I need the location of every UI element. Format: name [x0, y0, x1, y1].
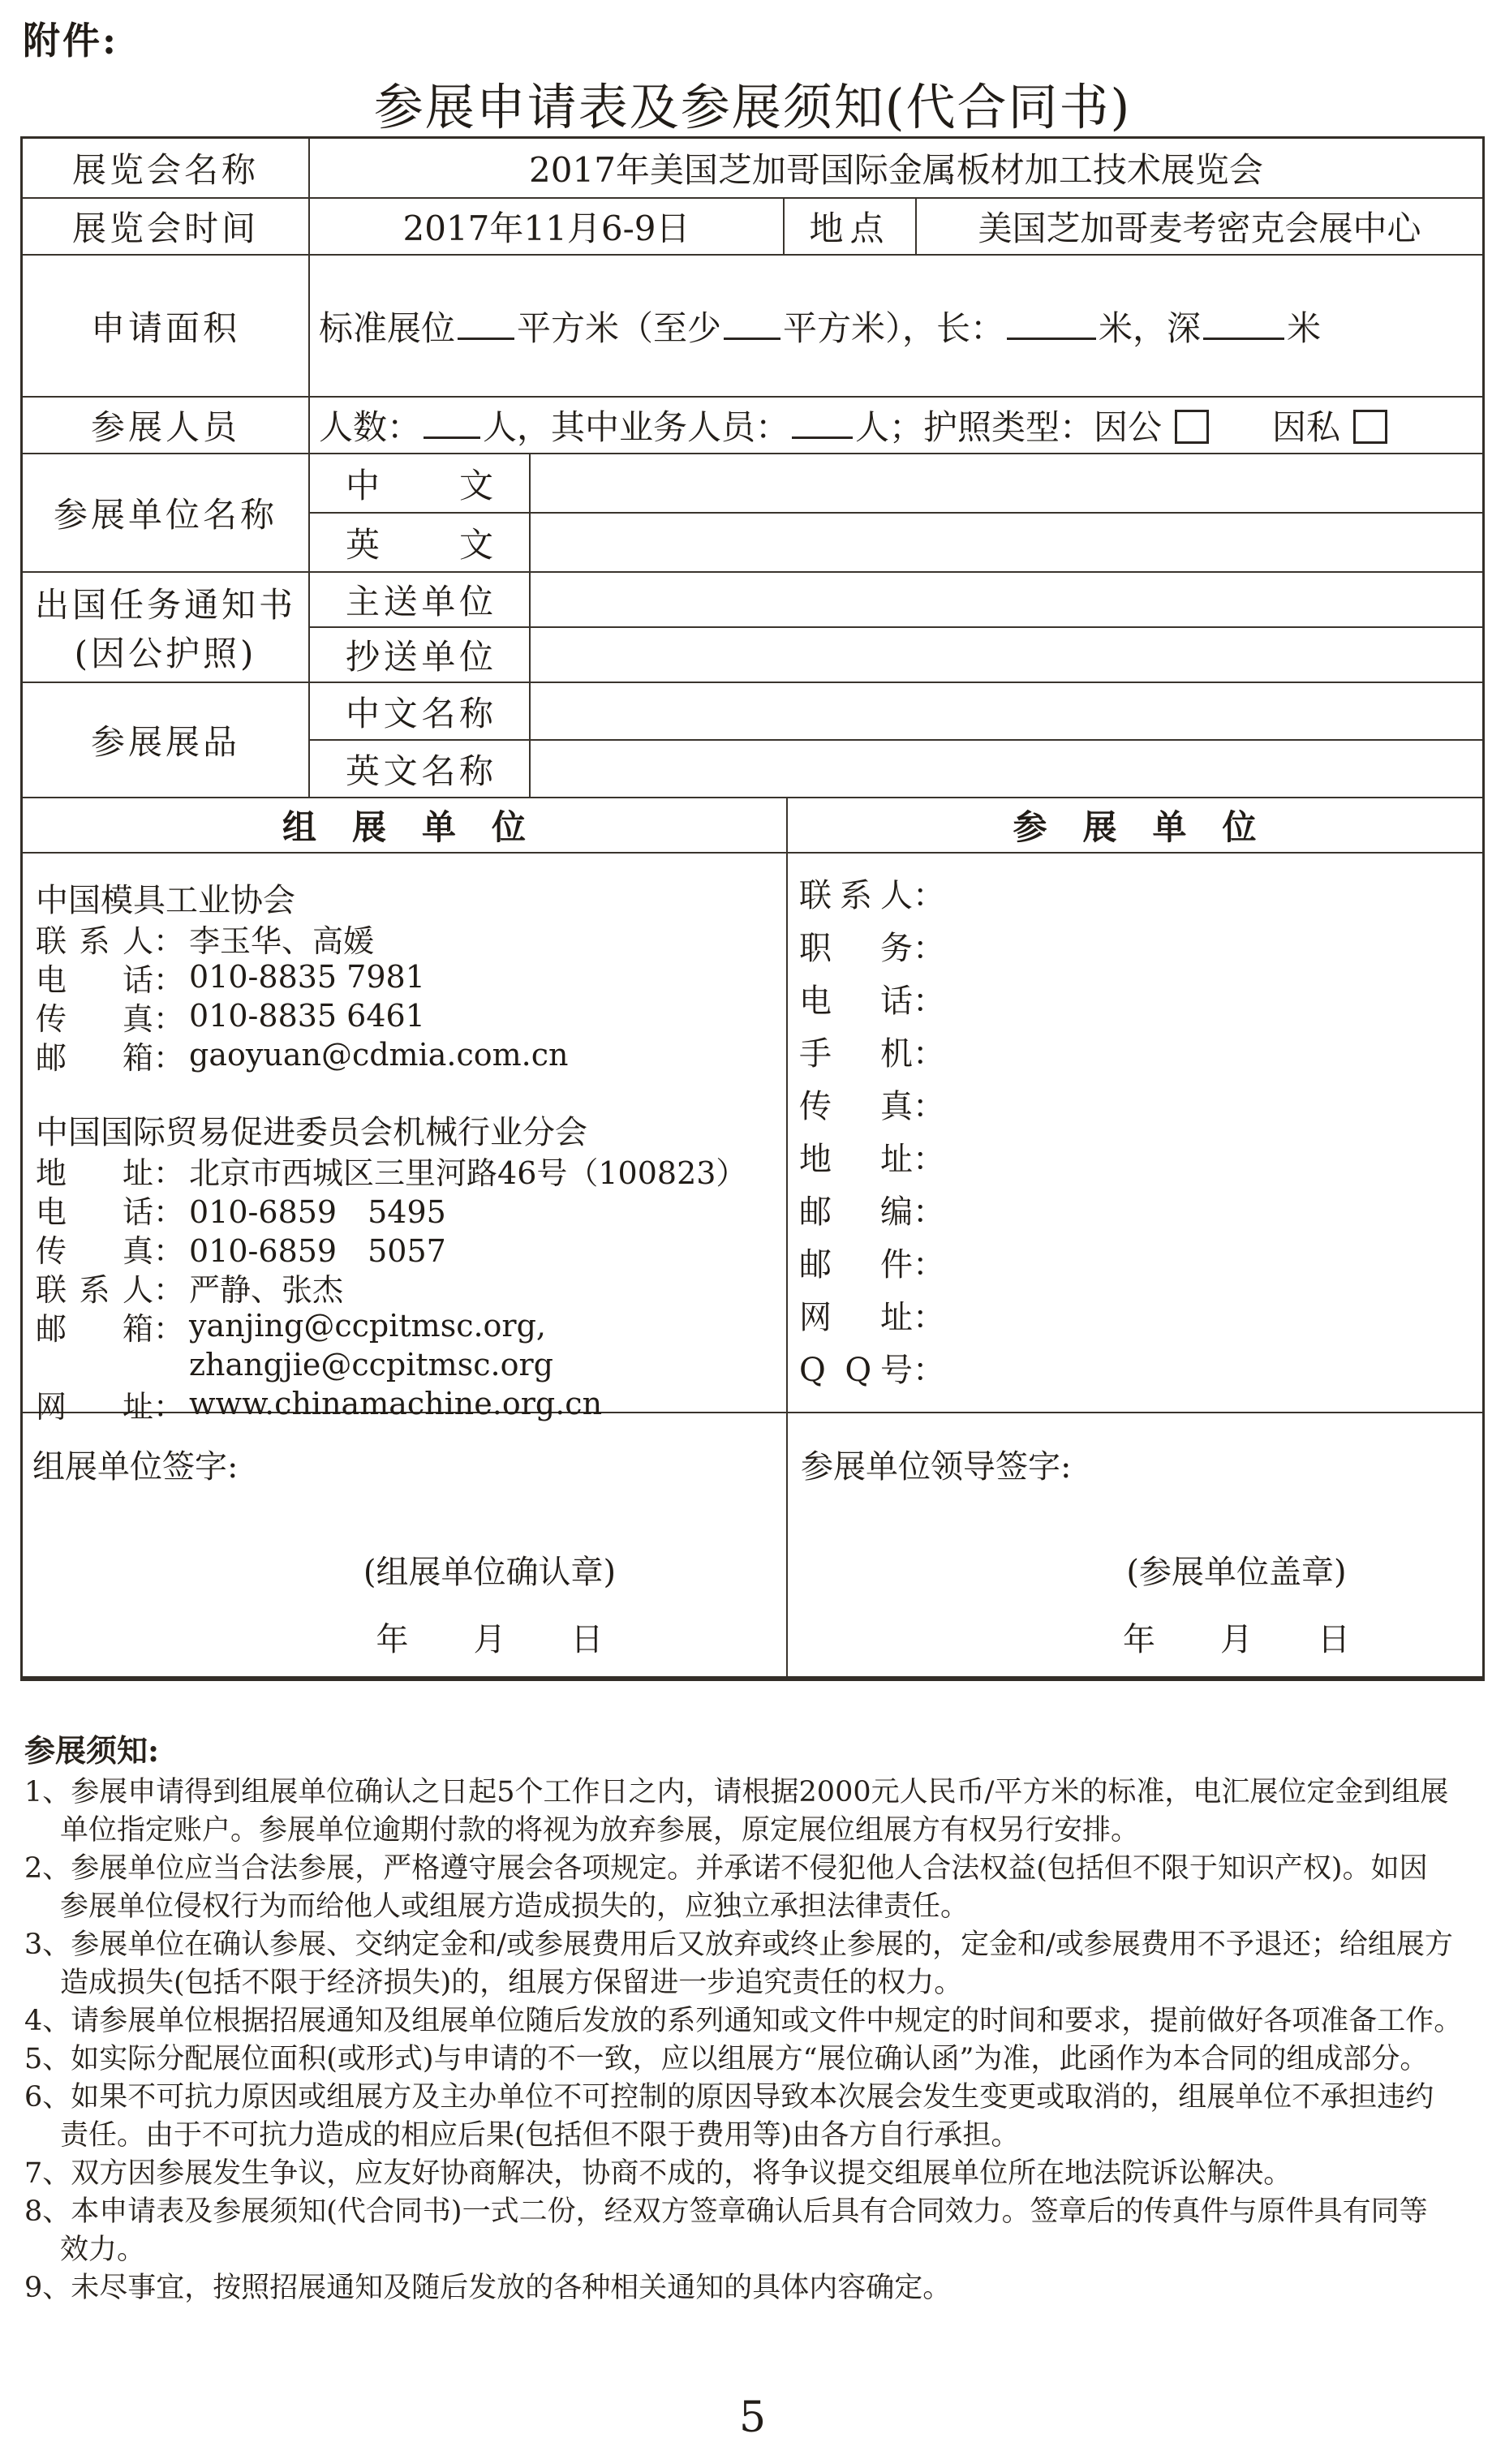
staff-text-2: 人，其中业务人员：: [483, 407, 790, 447]
org2-website-value: www.chinamachine.org.cn: [189, 1386, 603, 1421]
colon: ：: [153, 1039, 185, 1076]
exhibition-time-value: 2017年11月6-9日: [308, 199, 783, 254]
exhibitor-website-label: 网址: [799, 1299, 913, 1336]
note-item-1: [24, 1770, 1489, 1847]
place-value: 美国芝加哥麦考密克会展中心: [915, 199, 1482, 254]
area-text-4: 米，深: [1099, 307, 1202, 348]
staff-label: 参展人员: [90, 407, 240, 447]
org1-fax-line: [36, 996, 778, 1035]
organizer-stamp-label: (组展单位确认章): [363, 1554, 617, 1591]
organizer-org1-name: 中国模具工业协会: [36, 881, 295, 919]
org2-phone-value: 010-6859 5495: [189, 1193, 446, 1230]
exhibitor-header: 参 展 单 位: [786, 798, 1482, 852]
note-5-line-1: 5、如实际分配展位面积(或形式)与申请的不一致，应以组展方“展位确认函”为准，此函作为本合同的组成部分。: [24, 2042, 1429, 2075]
staff-blank-business-count: [792, 409, 853, 439]
exhibits-english-row: [310, 739, 1482, 797]
colon: ：: [913, 1088, 945, 1125]
note-3-line-2: 造成损失(包括不限于经济损失)的，组展方保留进一步追究责任的权力。: [60, 1966, 963, 1999]
exhibitor-date-line: 年 月 日: [1123, 1621, 1350, 1658]
org1-email-value: gaoyuan@cdmia.com.cn: [189, 1037, 569, 1073]
place-label: 地点: [783, 199, 915, 254]
unit-name-chinese-label: [310, 454, 529, 512]
organizer-org2-name: 中国国际贸易促进委员会机械行业分会: [36, 1113, 587, 1151]
org2-fax-line: [36, 1228, 778, 1267]
exhibitor-contact-cell: [786, 854, 1482, 1412]
colon: ：: [153, 1232, 185, 1269]
unit-name-subrows: [308, 454, 1482, 571]
note-item-5: [24, 2037, 1489, 2075]
exhibitor-phone-label: 电话: [799, 983, 913, 1020]
note-3-line-1: 3、参展单位在确认参展、交纳定金和/或参展费用后又放弃或终止参展的，定金和/或参展费用不予退还；给组展方: [24, 1928, 1453, 1961]
org1-phone-label: 电话: [36, 961, 153, 998]
note-item-3: [24, 1923, 1489, 1999]
org2-email-line-2: [36, 1345, 778, 1384]
row-contacts: [23, 852, 1482, 1425]
staff-text-3: 人；护照类型：因公: [855, 407, 1163, 447]
exhibitor-qq-line: [799, 1341, 1482, 1394]
organizer-stamp-block: [108, 1546, 871, 1660]
colon: ：: [153, 922, 185, 959]
exhibitor-contact-label: 联系人: [799, 877, 913, 914]
row-section-headers: [23, 797, 1482, 852]
org2-contact-value: 严静、张杰: [189, 1271, 344, 1308]
copy-recipient-value: [529, 628, 1482, 682]
private-passport-checkbox: [1353, 410, 1387, 444]
main-recipient-label: [310, 573, 529, 626]
note-6-line-2: 责任。由于不可抗力造成的相应后果(包括但不限于费用等)由各方自行承担。: [60, 2118, 1020, 2152]
exhibition-time-label: 展览会时间: [71, 209, 259, 248]
unit-name-english-label-text: 英文: [346, 524, 493, 565]
exhibition-name-value: 2017年美国芝加哥国际金属板材加工技术展览会: [308, 139, 1482, 197]
exhibitor-qq-label: Q Q号: [799, 1352, 913, 1389]
note-7-line-1: 7、双方因参展发生争议，应友好协商解决，协商不成的，将争议提交组展单位所在地法院诉讼解决。: [24, 2157, 1292, 2190]
unit-name-english-row: [310, 512, 1482, 571]
colon: ：: [153, 1271, 185, 1308]
org2-website-label: 网址: [36, 1388, 153, 1425]
attachment-label: 附件:: [23, 19, 118, 62]
area-text-5: 米: [1287, 307, 1322, 348]
note-1-line-1: 1、参展申请得到组展单位确认之日起5个工作日之内，请根据2000元人民币/平方米的标准，电汇展位定金到组展: [24, 1775, 1449, 1808]
exhibitor-signature-label: 参展单位领导签字:: [801, 1448, 1072, 1486]
area-blank-min-sqm: [724, 310, 780, 340]
note-item-4: [24, 1999, 1489, 2037]
exhibitor-signature-cell: [786, 1413, 1482, 1676]
note-4-line-1: 4、请参展单位根据招展通知及组展单位随后发放的系列通知或文件中规定的时间和要求，提前做好各项准备工作。: [24, 2004, 1463, 2037]
applied-area-label: 申请面积: [90, 307, 240, 348]
exhibitor-stamp-block: [889, 1546, 1505, 1660]
org1-phone-value: 010-8835 7981: [189, 959, 425, 995]
exhibition-notes: [24, 1725, 1489, 2304]
exhibits-english-value: [529, 741, 1482, 797]
row-staff: [23, 396, 1482, 453]
unit-name-chinese-label-text: 中文: [346, 465, 493, 505]
note-8-line-1: 8、本申请表及参展须知(代合同书)一式二份，经双方签章确认后具有合同效力。签章后的传真件与原件具有同等: [24, 2195, 1428, 2228]
org1-contact-line: [36, 918, 778, 957]
exhibitor-mobile-label: 手机: [799, 1035, 913, 1073]
page-number: 5: [738, 2393, 767, 2442]
exhibitor-position-label: 职务: [799, 930, 913, 967]
notes-heading: 参展须知:: [24, 1731, 160, 1769]
exhibits-english-label: [310, 741, 529, 797]
area-blank-depth: [1203, 310, 1284, 340]
task-notice-label-line1: 出国任务通知书: [34, 585, 296, 625]
task-notice-label-line2: (因公护照): [74, 634, 257, 673]
applied-area-value: [308, 256, 1482, 396]
colon: ：: [153, 1193, 185, 1230]
main-recipient-row: [310, 573, 1482, 626]
area-blank-length: [1007, 310, 1096, 340]
task-notice-subrows: [308, 573, 1482, 682]
exhibits-chinese-row: [310, 683, 1482, 739]
note-2-line-2: 参展单位侵权行为而给他人或组展方造成损失的，应独立承担法律责任。: [60, 1890, 970, 1923]
staff-text-1: 人数：: [319, 407, 422, 447]
org2-fax-value: 010-6859 5057: [189, 1232, 446, 1269]
exhibitor-address-line: [799, 1130, 1482, 1183]
org2-email-value-2: zhangjie@ccpitmsc.org: [189, 1347, 553, 1383]
org2-phone-line: [36, 1189, 778, 1228]
org2-email-label: 邮箱: [36, 1310, 153, 1347]
org2-phone-label: 电话: [36, 1193, 153, 1230]
main-recipient-label-text: 主送单位: [346, 582, 493, 621]
exhibitor-email-line: [799, 1236, 1482, 1288]
colon: ：: [153, 1388, 185, 1425]
exhibits-chinese-label-text: 中文名称: [346, 693, 493, 733]
colon: ：: [913, 1299, 945, 1336]
colon: ：: [153, 1310, 185, 1347]
org1-fax-value: 010-8835 6461: [189, 998, 425, 1034]
colon: ：: [153, 961, 185, 998]
area-text-3: 平方米），长：: [783, 307, 1005, 348]
exhibitor-zip-label: 邮编: [799, 1193, 913, 1231]
copy-recipient-row: [310, 626, 1482, 682]
org2-contact-line: [36, 1267, 778, 1306]
exhibitor-contact-line: [799, 866, 1482, 919]
org1-phone-line: [36, 957, 778, 996]
exhibits-subrows: [308, 683, 1482, 797]
exhibitor-phone-line: [799, 972, 1482, 1025]
exhibits-english-label-text: 英文名称: [346, 750, 493, 791]
org2-address-label: 地址: [36, 1155, 153, 1191]
exhibits-chinese-label: [310, 683, 529, 739]
colon: ：: [913, 983, 945, 1020]
exhibitor-email-label: 邮件: [799, 1246, 913, 1284]
exhibitor-stamp-label: (参展单位盖章): [1126, 1554, 1347, 1591]
org1-email-line: [36, 1035, 778, 1074]
colon: ：: [153, 1000, 185, 1037]
exhibits-label: 参展展品: [90, 722, 240, 762]
exhibition-name-label: 展览会名称: [71, 150, 259, 190]
colon: ：: [913, 1246, 945, 1284]
copy-recipient-label: [310, 628, 529, 682]
area-text-1: 标准展位: [319, 307, 456, 348]
org2-address-value: 北京市西城区三里河路46号（100823）: [189, 1155, 747, 1191]
org2-contact-label: 联系人: [36, 1271, 153, 1308]
colon: ：: [913, 930, 945, 967]
row-task-notice: [23, 571, 1482, 682]
page-title: 参展申请表及参展须知(代合同书): [373, 79, 1132, 136]
note-item-9: [24, 2266, 1489, 2304]
row-exhibits: [23, 682, 1482, 797]
colon: ：: [913, 1193, 945, 1231]
organizer-signature-label: 组展单位签字:: [32, 1448, 239, 1486]
colon: ：: [913, 1352, 945, 1389]
colon: ：: [913, 1141, 945, 1178]
staff-blank-count: [424, 409, 480, 439]
applied-area-line: [319, 302, 1321, 350]
org2-email-value-1: yanjing@ccpitmsc.org,: [189, 1308, 547, 1344]
row-applied-area: [23, 254, 1482, 396]
unit-name-label: 参展单位名称: [53, 495, 277, 535]
area-text-2: 平方米（至少: [517, 307, 722, 348]
note-6-line-1: 6、如果不可抗力原因或组展方及主办单位不可控制的原因导致本次展会发生变更或取消的，组展单位不承担违约: [24, 2080, 1434, 2114]
exhibitor-fax-label: 传真: [799, 1088, 913, 1125]
exhibitor-website-line: [799, 1288, 1482, 1341]
row-unit-name: [23, 453, 1482, 571]
staff-line: [319, 401, 1387, 449]
main-recipient-value: [529, 573, 1482, 626]
organizer-contact-cell: [23, 854, 786, 1425]
colon: ：: [913, 877, 945, 914]
exhibitor-zip-line: [799, 1183, 1482, 1236]
staff-value: [308, 398, 1482, 453]
exhibitor-mobile-line: [799, 1025, 1482, 1077]
note-item-7: [24, 2152, 1489, 2190]
org2-email-line: [36, 1306, 778, 1345]
org1-email-label: 邮箱: [36, 1039, 153, 1076]
unit-name-chinese-row: [310, 454, 1482, 512]
staff-text-4: 因私: [1272, 407, 1341, 447]
note-1-line-2: 单位指定账户。参展单位逾期付款的将视为放弃参展，原定展位组展方有权另行安排。: [60, 1813, 1140, 1847]
row-exhibition-name: [23, 139, 1482, 197]
area-blank-sqm: [458, 310, 514, 340]
org1-contact-label: 联系人: [36, 922, 153, 959]
task-notice-label: [23, 573, 308, 682]
org1-contact-value: 李玉华、高媛: [189, 922, 375, 959]
unit-name-chinese-value: [529, 454, 1482, 512]
organizer-header: 组 展 单 位: [282, 807, 527, 847]
note-9-line-1: 9、未尽事宜，按照招展通知及随后发放的各种相关通知的具体内容确定。: [24, 2271, 952, 2304]
application-form-table: [20, 136, 1485, 1681]
official-passport-checkbox: [1175, 410, 1209, 444]
note-item-6: [24, 2075, 1489, 2152]
exhibitor-position-line: [799, 919, 1482, 972]
note-item-2: [24, 1847, 1489, 1923]
unit-name-english-label: [310, 514, 529, 571]
org2-fax-label: 传真: [36, 1232, 153, 1269]
exhibits-chinese-value: [529, 683, 1482, 739]
row-signatures: [23, 1412, 1482, 1676]
org2-address-line: [36, 1150, 778, 1189]
note-8-line-2: 效力。: [60, 2233, 146, 2266]
exhibitor-fax-line: [799, 1077, 1482, 1130]
note-2-line-1: 2、参展单位应当合法参展，严格遵守展会各项规定。并承诺不侵犯他人合法权益(包括但不限于知识产权)。如因: [24, 1851, 1428, 1885]
organizer-date-line: 年 月 日: [376, 1621, 604, 1658]
colon: ：: [913, 1035, 945, 1073]
unit-name-english-value: [529, 514, 1482, 571]
exhibitor-address-label: 地址: [799, 1141, 913, 1178]
organizer-signature-cell: [23, 1413, 786, 1676]
note-item-8: [24, 2190, 1489, 2266]
row-exhibition-time: [23, 197, 1482, 254]
copy-recipient-label-text: 抄送单位: [346, 637, 493, 677]
colon: ：: [153, 1155, 185, 1191]
org1-fax-label: 传真: [36, 1000, 153, 1037]
